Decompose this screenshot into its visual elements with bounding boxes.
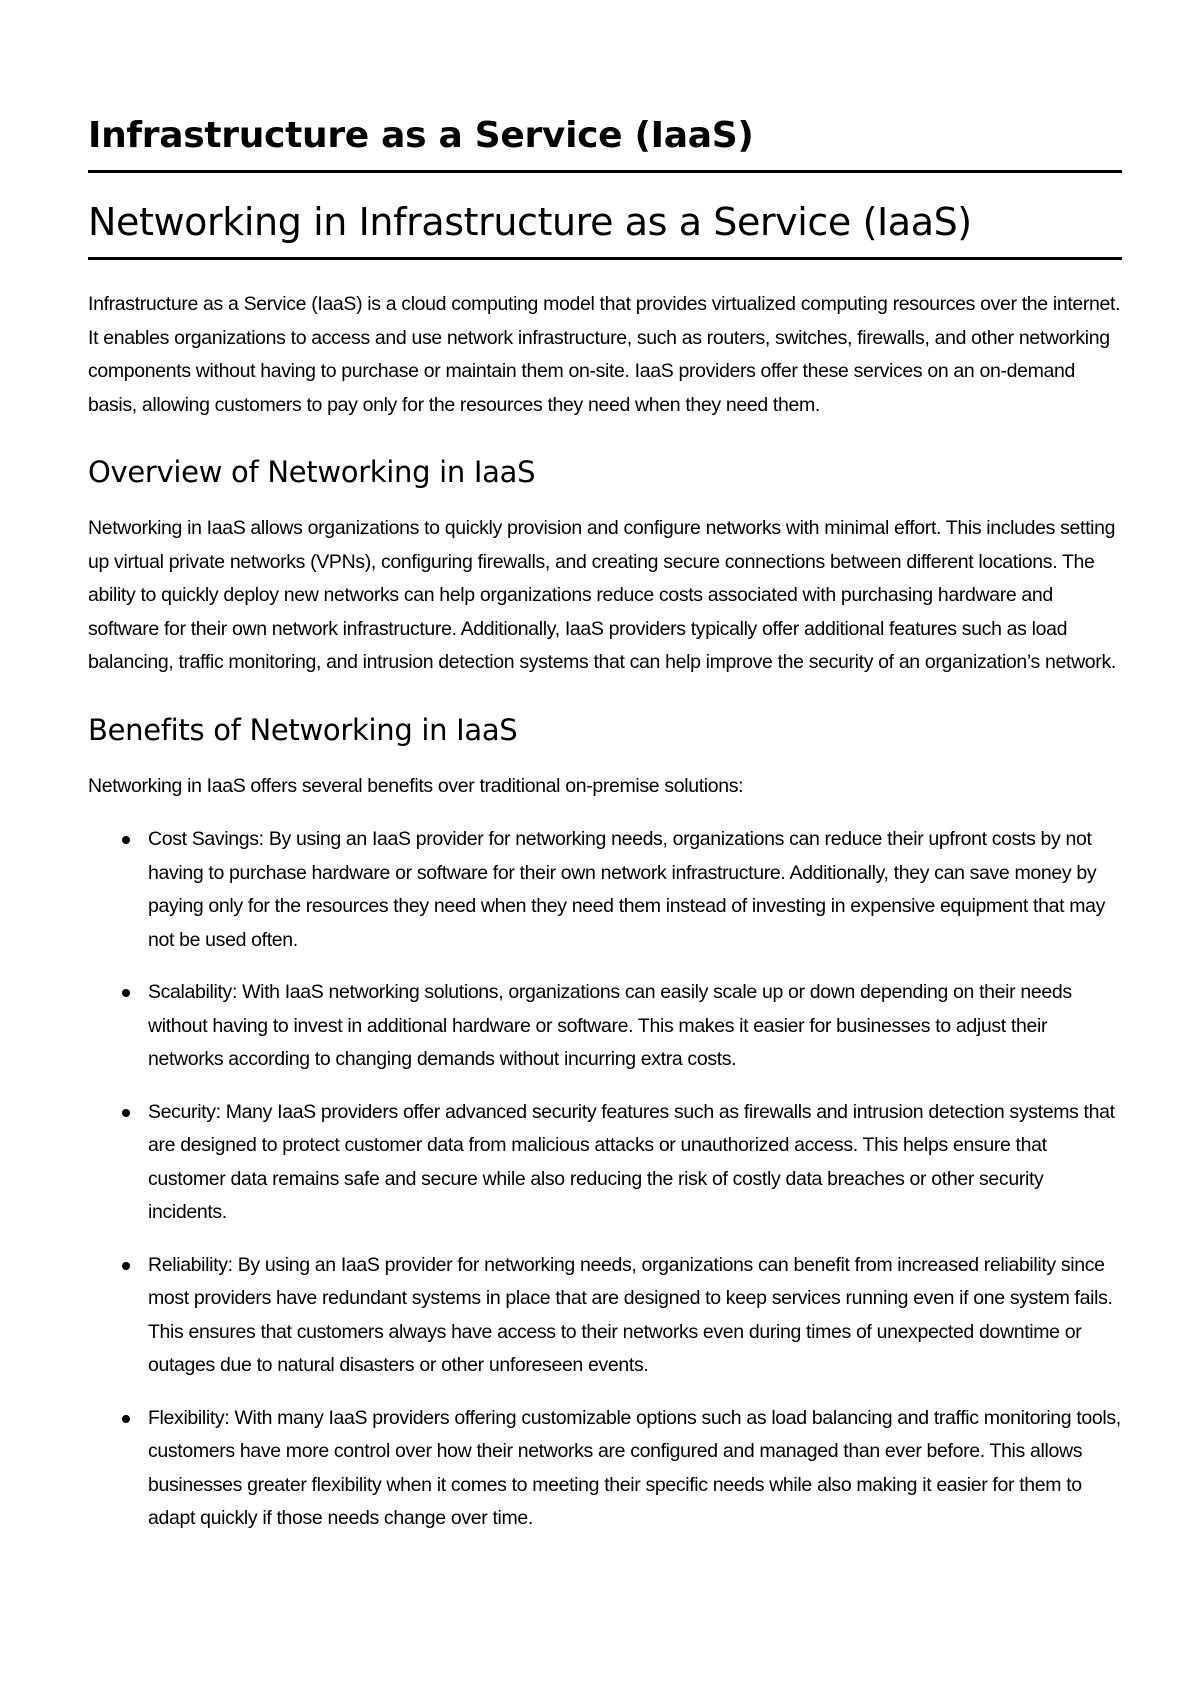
- bullet-icon: [122, 836, 130, 844]
- benefit-text: Cost Savings: By using an IaaS provider for networking needs, organizations can reduce their upfront costs by not having to purchase hardware or software for their own network infrastructure. Additionally, they can save money by paying only for the resources they need when they need them instead of investing in expensive equipment that may not be used often.: [148, 828, 1105, 951]
- overview-heading: Overview of Networking in IaaS: [88, 455, 536, 489]
- benefit-item-security: [88, 1096, 1122, 1230]
- bullet-icon: [122, 1262, 130, 1270]
- benefits-intro: Networking in IaaS offers several benefits over traditional on-premise solutions:: [88, 774, 744, 797]
- document-page: [88, 112, 1122, 1555]
- benefit-item-reliability: [88, 1249, 1122, 1383]
- bullet-icon: [122, 1415, 130, 1423]
- benefit-item-scalability: [88, 976, 1122, 1077]
- benefit-text: Security: Many IaaS providers offer advanced security features such as firewalls and intrusion detection systems that are designed to protect customer data from malicious attacks or unauthorized access. This helps ensure that customer data remains safe and secure while also reducing the risk of costly data breaches or other security incidents.: [148, 1100, 1115, 1223]
- benefits-list: [88, 823, 1122, 1536]
- benefit-text: Flexibility: With many IaaS providers offering customizable options such as load balancing and traffic monitoring tools, customers have more control over how their networks are configured and managed than ever before. This allows businesses greater flexibility when it comes to meeting their specific needs while also making it easier for them to adapt quickly if those needs change over time.: [148, 1406, 1121, 1529]
- overview-paragraph: Networking in IaaS allows organizations to quickly provision and configure networks with minimal effort. This includes setting up virtual private networks (VPNs), configuring firewalls, and creating secure connections between different locations. The ability to quickly deploy new networks can help organizations reduce costs associated with purchasing hardware and software for their own network infrastructure. Additionally, IaaS providers typically offer additional features such as load balancing, traffic monitoring, and intrusion detection systems that can help improve the security of an organization’s network.: [88, 517, 1116, 673]
- bullet-icon: [122, 989, 130, 997]
- section-title: Networking in Infrastructure as a Service (IaaS): [88, 197, 1122, 260]
- benefit-text: Scalability: With IaaS networking solutions, organizations can easily scale up or down depending on their needs without having to invest in additional hardware or software. This makes it easier for businesses to adjust their networks according to changing demands without incurring extra costs.: [148, 981, 1072, 1070]
- document-title: Infrastructure as a Service (IaaS): [88, 112, 1122, 173]
- benefit-text: Reliability: By using an IaaS provider for networking needs, organizations can benefit from increased reliability since most providers have redundant systems in place that are designed to keep services running even if one system fails. This ensures that customers always have access to their networks even during times of unexpected downtime or outages due to natural disasters or other unforeseen events.: [148, 1253, 1113, 1376]
- benefit-item-flexibility: [88, 1402, 1122, 1536]
- benefits-heading: Benefits of Networking in IaaS: [88, 712, 518, 747]
- intro-paragraph: Infrastructure as a Service (IaaS) is a cloud computing model that provides virtualized computing resources over the internet. It enables organizations to access and use network infrastructure, such as routers, switches, firewalls, and other networking components without having to purchase or maintain them on-site. IaaS providers offer these services on an on-demand basis, allowing customers to pay only for the resources they need when they need them.: [88, 293, 1121, 416]
- bullet-icon: [122, 1109, 130, 1117]
- benefit-item-cost-savings: [88, 823, 1122, 957]
